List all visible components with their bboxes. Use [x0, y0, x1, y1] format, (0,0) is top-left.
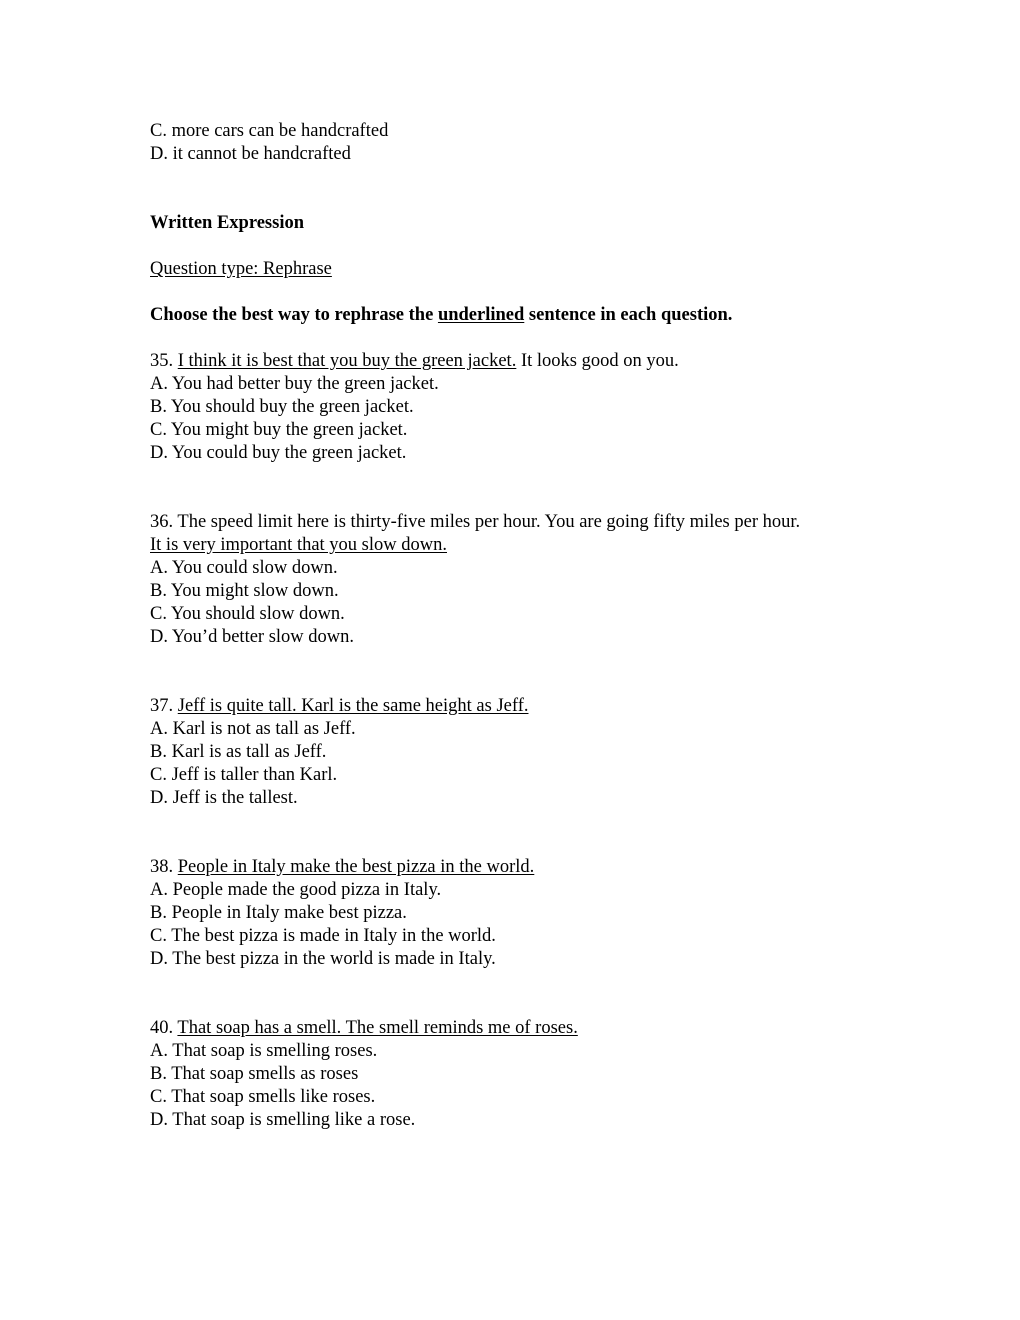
- question-number: 38.: [150, 857, 174, 877]
- question-36-option-b: B. You might slow down.: [150, 581, 339, 601]
- question-type: Question type: Rephrase: [150, 259, 332, 279]
- question-40-option-a: A. That soap is smelling roses.: [150, 1041, 378, 1061]
- question-underlined-sentence: Jeff is quite tall. Karl is the same height as Jeff.: [177, 696, 529, 716]
- question-underlined-sentence: People in Italy make the best pizza in the world.: [177, 857, 535, 877]
- question-35-stem: [150, 350, 679, 373]
- question-38-option-a: A. People made the good pizza in Italy.: [150, 880, 442, 900]
- question-36-stem: [150, 511, 800, 534]
- question-40-option-b: B. That soap smells as roses: [150, 1064, 359, 1084]
- question-35-option-a: A. You had better buy the green jacket.: [150, 374, 439, 394]
- instruction-before: Choose the best way to rephrase the: [150, 305, 438, 325]
- question-37-option-a: A. Karl is not as tall as Jeff.: [150, 719, 356, 739]
- instruction-underlined: underlined: [437, 305, 525, 325]
- question-number: 37.: [150, 696, 174, 716]
- question-40-stem: [150, 1017, 578, 1040]
- question-35-option-b: B. You should buy the green jacket.: [150, 397, 414, 417]
- instruction: [150, 304, 732, 327]
- question-text: The speed limit here is thirty-five miles per hour. You are going fifty miles per hour.: [177, 512, 801, 532]
- question-underlined-sentence: That soap has a smell. The smell reminds me of roses.: [177, 1018, 578, 1038]
- instruction-after: sentence in each question.: [524, 305, 733, 325]
- question-37-stem: [150, 695, 528, 718]
- question-36-option-c: C. You should slow down.: [150, 604, 345, 624]
- question-35-option-c: C. You might buy the green jacket.: [150, 420, 408, 440]
- question-37-option-b: B. Karl is as tall as Jeff.: [150, 742, 327, 762]
- question-38-option-d: D. The best pizza in the world is made in Italy.: [150, 949, 496, 969]
- carryover-option-c: C. more cars can be handcrafted: [150, 121, 389, 141]
- question-37-option-c: C. Jeff is taller than Karl.: [150, 765, 338, 785]
- question-40-option-c: C. That soap smells like roses.: [150, 1087, 376, 1107]
- question-38-stem: [150, 856, 534, 879]
- question-36-underlined-sentence: It is very important that you slow down.: [150, 535, 447, 555]
- question-40-option-d: D. That soap is smelling like a rose.: [150, 1110, 416, 1130]
- question-number: 35.: [150, 351, 174, 371]
- section-title: Written Expression: [150, 213, 305, 233]
- question-text: It looks good on you.: [516, 351, 679, 371]
- question-38-option-b: B. People in Italy make best pizza.: [150, 903, 407, 923]
- question-underlined-sentence: I think it is best that you buy the green jacket.: [177, 351, 517, 371]
- question-number: 36.: [150, 512, 174, 532]
- question-36-option-a: A. You could slow down.: [150, 558, 338, 578]
- carryover-option-d: D. it cannot be handcrafted: [150, 144, 351, 164]
- question-35-option-d: D. You could buy the green jacket.: [150, 443, 407, 463]
- question-36-option-d: D. You’d better slow down.: [150, 627, 355, 647]
- question-number: 40.: [150, 1018, 174, 1038]
- question-38-option-c: C. The best pizza is made in Italy in the world.: [150, 926, 496, 946]
- question-37-option-d: D. Jeff is the tallest.: [150, 788, 298, 808]
